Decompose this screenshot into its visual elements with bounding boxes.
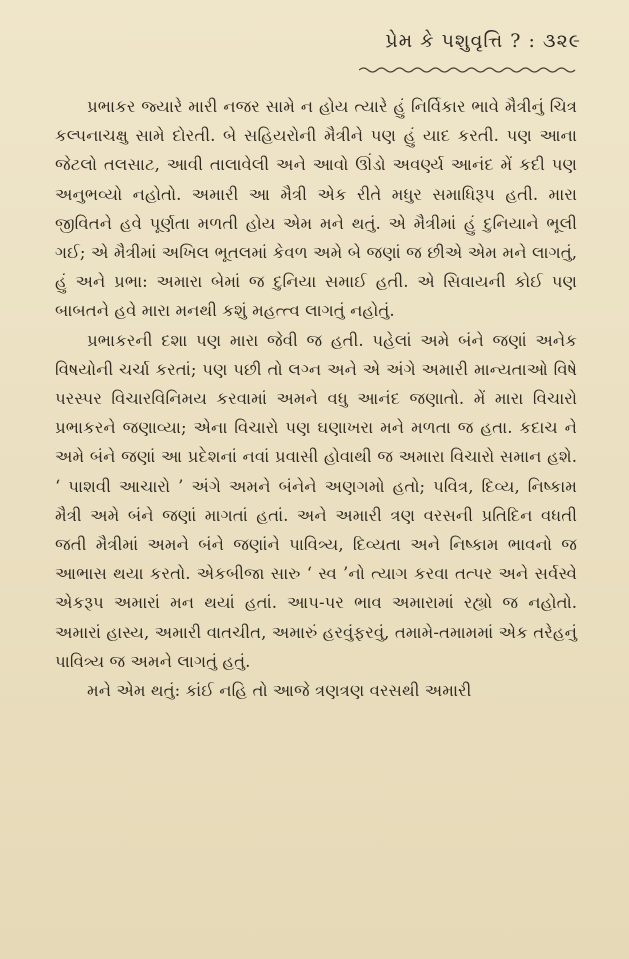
body-text [55,92,577,705]
paragraph-3: મને એમ થતું: કાંઈ નહિ તો આજે ત્રણત્રણ વરસથી અમારી [87,681,472,701]
paragraph-1: પ્રભાકર જ્યારે મારી નજર સામે ન હોય ત્યારે હું નિર્વિકાર ભાવે મૈત્રીનું ચિત્ર કલ્પનાચક્ષુ સામે દોરતી. બે સહિયરોની મૈત્રીને પણ હું યાદ કરતી. પણ આના જેટલો તલસાટ, આવી તાલાવેલી અને આવો ઊંડો અવર્ણ્ય આનંદ મેં કદી પણ અનુભવ્યો નહોતો. અમારી આ મૈત્રી એક રીતે મધુર સમાધિરૂપ હતી. મારા જીવિતને હવે પૂર્ણતા મળતી હોય એમ મને થતું. એ મૈત્રીમાં હું દુનિયાને ભૂલી ગઈ; એ મૈત્રીમાં અખિલ ભૂતલમાં કેવળ અમે બે જણાં જ છીએ એમ મને લાગતું, હું અને પ્રભા: અમારા બેમાં જ દુનિયા સમાઈ હતી. એ સિવાયની કોઈ પણ બાબતને હવે મારા મનથી કશું મહત્ત્વ લાગતું નહોતું. [55,97,577,321]
running-header: પ્રેમ કે પશુવૃત્તિ ? : ૩૨૯ [385,30,581,52]
paragraph-2: પ્રભાકરની દશા પણ મારા જેવી જ હતી. પહેલાં અમે બંને જણાં અનેક વિષયોની ચર્ચા કરતાં; પણ પછી તો લગ્ન અને એ અંગે અમારી માન્યતાઓ વિષે પરસ્પર વિચારવિનિમય કરવામાં અમને વધુ આનંદ જણાતો. મેં મારા વિચારો પ્રભાકરને જણાવ્યા; એના વિચારો પણ ઘણાખરા મને મળતા જ હતા. કદાચ ને અમે બંને જણાં આ પ્રદેશનાં નવાં પ્રવાસી હોવાથી જ અમારા વિચારો સમાન હશે. ‘ પાશવી આચારો ’ અંગે અમને બંનેને અણગમો હતો; પવિત્ર, દિવ્ય, નિષ્કામ મૈત્રી અમે બંને જણાં માગતાં હતાં. અને અમારી ત્રણ વરસની પ્રતિદિન વધતી જતી મૈત્રીમાં અમને બંને જણાંને પાવિત્ર્ય, દિવ્યતા અને નિષ્કામ ભાવનો જ આભાસ થયા કરતો. એકબીજા સારુ ‘ સ્વ ’નો ત્યાગ કરવા તત્પર અને સર્વસ્વે એકરૂપ અમારાં મન થયાં હતાં. આપ-પર ભાવ અમારામાં રહ્યો જ નહોતો. અમારાં હાસ્ય, અમારી વાતચીત, અમારું હરવુંફરવું, તમામે-તમામમાં એક તરેહનું પાવિત્ર્ય જ અમને લાગતું હતું. [55,330,577,671]
header-wavy-rule [359,66,577,74]
